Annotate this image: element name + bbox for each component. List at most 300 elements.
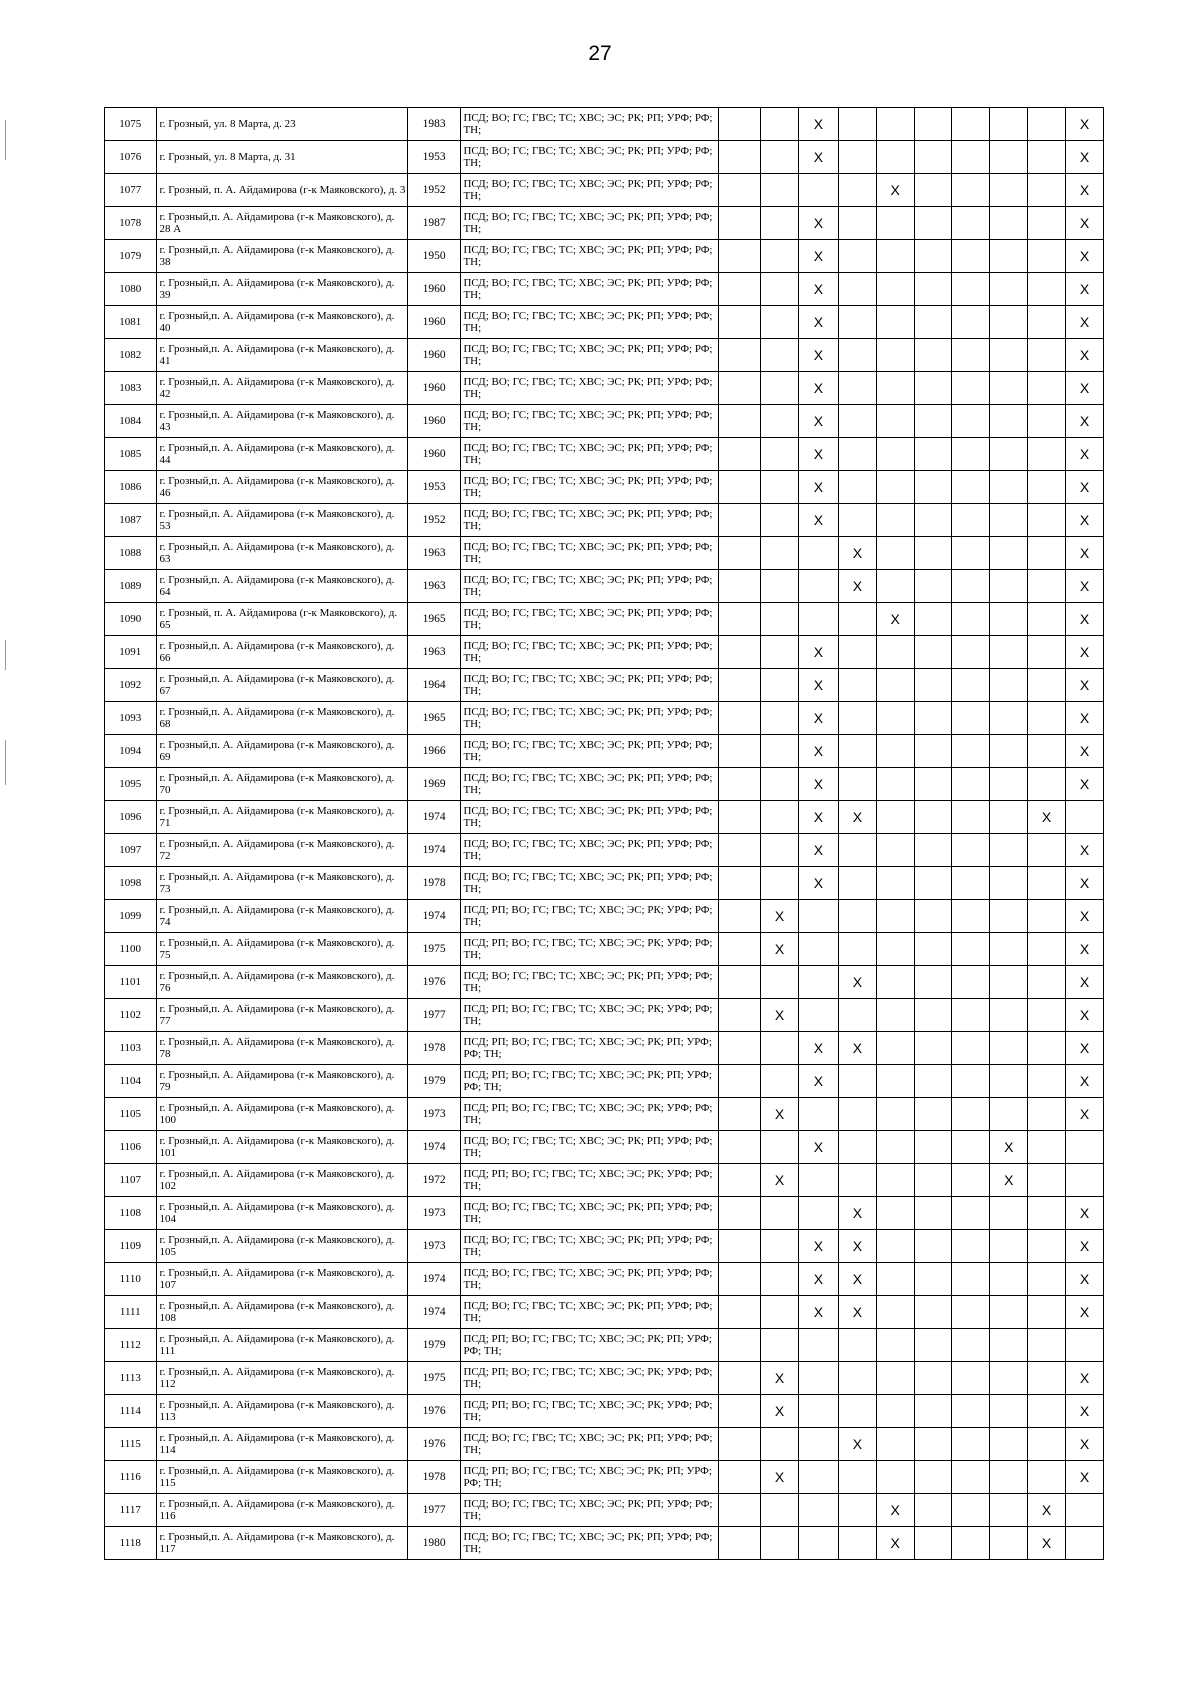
- row-mark-cell: X: [798, 834, 838, 867]
- row-mark-cell: [990, 240, 1028, 273]
- row-mark-cell: X: [1066, 669, 1104, 702]
- row-mark-cell: [876, 1395, 914, 1428]
- row-year: 1976: [407, 1428, 461, 1461]
- row-mark-cell: [990, 1296, 1028, 1329]
- row-mark-cell: [876, 108, 914, 141]
- row-mark-cell: [990, 1263, 1028, 1296]
- row-mark-cell: [719, 537, 761, 570]
- row-mark-cell: [952, 933, 990, 966]
- row-mark-cell: X: [798, 1230, 838, 1263]
- row-mark-cell: X: [1066, 768, 1104, 801]
- row-address: г. Грозный,п. А. Айдамирова (г-к Маяковского), д. 63: [156, 537, 407, 570]
- table-row: [105, 966, 1104, 999]
- row-mark-cell: [761, 1230, 799, 1263]
- table-row: [105, 834, 1104, 867]
- row-mark-cell: X: [1066, 1230, 1104, 1263]
- row-year: 1964: [407, 669, 461, 702]
- row-number: 1096: [105, 801, 157, 834]
- row-mark-cell: X: [838, 1230, 876, 1263]
- row-mark-cell: [761, 966, 799, 999]
- row-mark-cell: [1028, 1131, 1066, 1164]
- row-mark-cell: [761, 339, 799, 372]
- row-mark-cell: [952, 1263, 990, 1296]
- row-mark-cell: [719, 1065, 761, 1098]
- row-mark-cell: [952, 603, 990, 636]
- row-mark-cell: X: [798, 273, 838, 306]
- row-mark-cell: [876, 1065, 914, 1098]
- row-mark-cell: X: [838, 570, 876, 603]
- row-mark-cell: X: [876, 1527, 914, 1560]
- row-mark-cell: [719, 1131, 761, 1164]
- row-mark-cell: [798, 1395, 838, 1428]
- row-mark-cell: [761, 702, 799, 735]
- row-mark-cell: [914, 1494, 952, 1527]
- row-number: 1102: [105, 999, 157, 1032]
- row-mark-cell: [719, 735, 761, 768]
- row-mark-cell: [1028, 702, 1066, 735]
- row-address: г. Грозный,п. А. Айдамирова (г-к Маяковского), д. 70: [156, 768, 407, 801]
- row-mark-cell: [1028, 1164, 1066, 1197]
- table-row: [105, 603, 1104, 636]
- row-mark-cell: [876, 1296, 914, 1329]
- row-mark-cell: [952, 537, 990, 570]
- row-mark-cell: [1028, 900, 1066, 933]
- row-mark-cell: [838, 603, 876, 636]
- row-address: г. Грозный,п. А. Айдамирова (г-к Маяковского), д. 42: [156, 372, 407, 405]
- row-mark-cell: [914, 768, 952, 801]
- row-number: 1106: [105, 1131, 157, 1164]
- row-mark-cell: [914, 603, 952, 636]
- row-mark-cell: [990, 405, 1028, 438]
- row-mark-cell: [838, 1164, 876, 1197]
- row-mark-cell: [798, 999, 838, 1032]
- row-mark-cell: X: [761, 999, 799, 1032]
- row-mark-cell: [1028, 1230, 1066, 1263]
- row-number: 1077: [105, 174, 157, 207]
- table-row: [105, 141, 1104, 174]
- table-row: [105, 537, 1104, 570]
- table-row: [105, 1395, 1104, 1428]
- row-address: г. Грозный, п. А. Айдамирова (г-к Маяковского), д. 65: [156, 603, 407, 636]
- row-mark-cell: [952, 1098, 990, 1131]
- row-mark-cell: [798, 1461, 838, 1494]
- row-mark-cell: [914, 339, 952, 372]
- row-mark-cell: [914, 1230, 952, 1263]
- row-mark-cell: [990, 735, 1028, 768]
- row-mark-cell: [719, 1098, 761, 1131]
- row-mark-cell: [876, 669, 914, 702]
- row-year: 1973: [407, 1098, 461, 1131]
- row-mark-cell: [914, 504, 952, 537]
- row-mark-cell: [838, 1098, 876, 1131]
- row-mark-cell: [990, 339, 1028, 372]
- row-works-list: ПСД; РП; ВО; ГС; ГВС; ТС; ХВС; ЭС; РК; УРФ; РФ; ТН;: [461, 1362, 719, 1395]
- row-mark-cell: [952, 1428, 990, 1461]
- row-mark-cell: [719, 1428, 761, 1461]
- row-mark-cell: [876, 339, 914, 372]
- row-mark-cell: [761, 1032, 799, 1065]
- row-mark-cell: [914, 933, 952, 966]
- row-mark-cell: [798, 966, 838, 999]
- row-works-list: ПСД; ВО; ГС; ГВС; ТС; ХВС; ЭС; РК; РП; УРФ; РФ; ТН;: [461, 1527, 719, 1560]
- row-mark-cell: [719, 999, 761, 1032]
- row-mark-cell: [719, 1527, 761, 1560]
- row-mark-cell: [952, 1329, 990, 1362]
- row-mark-cell: [990, 603, 1028, 636]
- row-number: 1104: [105, 1065, 157, 1098]
- row-mark-cell: [990, 1494, 1028, 1527]
- row-works-list: ПСД; ВО; ГС; ГВС; ТС; ХВС; ЭС; РК; РП; УРФ; РФ; ТН;: [461, 537, 719, 570]
- row-year: 1974: [407, 834, 461, 867]
- row-works-list: ПСД; ВО; ГС; ГВС; ТС; ХВС; ЭС; РК; РП; УРФ; РФ; ТН;: [461, 372, 719, 405]
- row-mark-cell: [914, 570, 952, 603]
- row-mark-cell: X: [1066, 1263, 1104, 1296]
- row-mark-cell: [990, 504, 1028, 537]
- row-mark-cell: [761, 1494, 799, 1527]
- row-mark-cell: [876, 933, 914, 966]
- row-works-list: ПСД; ВО; ГС; ГВС; ТС; ХВС; ЭС; РК; РП; УРФ; РФ; ТН;: [461, 966, 719, 999]
- row-mark-cell: [990, 669, 1028, 702]
- row-year: 1960: [407, 438, 461, 471]
- row-mark-cell: [1028, 636, 1066, 669]
- row-mark-cell: [719, 1296, 761, 1329]
- row-mark-cell: [1066, 1164, 1104, 1197]
- row-mark-cell: [1028, 570, 1066, 603]
- row-mark-cell: [798, 1098, 838, 1131]
- row-mark-cell: [914, 273, 952, 306]
- row-mark-cell: X: [838, 1197, 876, 1230]
- row-mark-cell: [761, 471, 799, 504]
- row-mark-cell: [1028, 669, 1066, 702]
- row-mark-cell: [990, 702, 1028, 735]
- row-mark-cell: X: [838, 801, 876, 834]
- row-year: 1976: [407, 966, 461, 999]
- table-body: [105, 108, 1104, 1560]
- row-mark-cell: X: [798, 438, 838, 471]
- row-mark-cell: [1066, 1527, 1104, 1560]
- row-address: г. Грозный,п. А. Айдамирова (г-к Маяковского), д. 44: [156, 438, 407, 471]
- row-works-list: ПСД; ВО; ГС; ГВС; ТС; ХВС; ЭС; РК; РП; УРФ; РФ; ТН;: [461, 504, 719, 537]
- row-works-list: ПСД; РП; ВО; ГС; ГВС; ТС; ХВС; ЭС; РК; УРФ; РФ; ТН;: [461, 900, 719, 933]
- row-number: 1080: [105, 273, 157, 306]
- row-address: г. Грозный, п. А. Айдамирова (г-к Маяковского), д. 3: [156, 174, 407, 207]
- row-mark-cell: [761, 603, 799, 636]
- row-mark-cell: [990, 537, 1028, 570]
- row-mark-cell: [952, 999, 990, 1032]
- row-mark-cell: X: [1028, 801, 1066, 834]
- row-mark-cell: X: [1066, 603, 1104, 636]
- row-mark-cell: [838, 702, 876, 735]
- row-mark-cell: [838, 834, 876, 867]
- row-mark-cell: X: [1066, 702, 1104, 735]
- row-mark-cell: [952, 1065, 990, 1098]
- row-mark-cell: [719, 1329, 761, 1362]
- row-mark-cell: [914, 174, 952, 207]
- table-row: [105, 570, 1104, 603]
- row-mark-cell: [876, 306, 914, 339]
- row-mark-cell: X: [1066, 1197, 1104, 1230]
- row-mark-cell: [719, 405, 761, 438]
- row-mark-cell: [838, 339, 876, 372]
- row-mark-cell: X: [1066, 867, 1104, 900]
- row-address: г. Грозный,п. А. Айдамирова (г-к Маяковского), д. 105: [156, 1230, 407, 1263]
- row-mark-cell: [838, 174, 876, 207]
- row-works-list: ПСД; РП; ВО; ГС; ГВС; ТС; ХВС; ЭС; РК; РП; УРФ; РФ; ТН;: [461, 1032, 719, 1065]
- row-year: 1978: [407, 867, 461, 900]
- row-mark-cell: [1028, 108, 1066, 141]
- row-works-list: ПСД; ВО; ГС; ГВС; ТС; ХВС; ЭС; РК; РП; УРФ; РФ; ТН;: [461, 768, 719, 801]
- row-mark-cell: [990, 1428, 1028, 1461]
- row-address: г. Грозный,п. А. Айдамирова (г-к Маяковского), д. 64: [156, 570, 407, 603]
- row-mark-cell: [719, 834, 761, 867]
- row-mark-cell: X: [990, 1164, 1028, 1197]
- row-mark-cell: [719, 669, 761, 702]
- row-mark-cell: [838, 273, 876, 306]
- row-mark-cell: X: [761, 933, 799, 966]
- table-row: [105, 1428, 1104, 1461]
- row-mark-cell: X: [798, 372, 838, 405]
- row-number: 1078: [105, 207, 157, 240]
- row-mark-cell: [798, 1494, 838, 1527]
- row-mark-cell: [952, 636, 990, 669]
- table-row: [105, 1461, 1104, 1494]
- row-works-list: ПСД; ВО; ГС; ГВС; ТС; ХВС; ЭС; РК; РП; УРФ; РФ; ТН;: [461, 834, 719, 867]
- row-mark-cell: [1028, 966, 1066, 999]
- row-mark-cell: X: [761, 900, 799, 933]
- row-mark-cell: [990, 273, 1028, 306]
- row-year: 1960: [407, 339, 461, 372]
- row-address: г. Грозный,п. А. Айдамирова (г-к Маяковского), д. 79: [156, 1065, 407, 1098]
- row-mark-cell: X: [1066, 900, 1104, 933]
- row-mark-cell: [990, 207, 1028, 240]
- row-mark-cell: [990, 999, 1028, 1032]
- row-number: 1099: [105, 900, 157, 933]
- row-mark-cell: [761, 1065, 799, 1098]
- row-mark-cell: [952, 438, 990, 471]
- row-mark-cell: [876, 372, 914, 405]
- row-mark-cell: [876, 999, 914, 1032]
- row-mark-cell: X: [1066, 306, 1104, 339]
- row-mark-cell: [952, 306, 990, 339]
- row-mark-cell: [798, 1329, 838, 1362]
- row-mark-cell: [798, 603, 838, 636]
- row-mark-cell: X: [761, 1395, 799, 1428]
- row-mark-cell: X: [876, 603, 914, 636]
- row-number: 1097: [105, 834, 157, 867]
- table-row: [105, 768, 1104, 801]
- row-mark-cell: X: [1066, 438, 1104, 471]
- row-mark-cell: [876, 273, 914, 306]
- table-row: [105, 669, 1104, 702]
- row-year: 1979: [407, 1065, 461, 1098]
- row-mark-cell: [914, 1098, 952, 1131]
- row-number: 1116: [105, 1461, 157, 1494]
- row-mark-cell: X: [838, 537, 876, 570]
- row-mark-cell: [761, 438, 799, 471]
- row-mark-cell: [914, 1197, 952, 1230]
- row-year: 1978: [407, 1032, 461, 1065]
- row-mark-cell: [798, 174, 838, 207]
- row-mark-cell: X: [1066, 273, 1104, 306]
- row-year: 1977: [407, 1494, 461, 1527]
- row-works-list: ПСД; ВО; ГС; ГВС; ТС; ХВС; ЭС; РК; РП; УРФ; РФ; ТН;: [461, 570, 719, 603]
- row-works-list: ПСД; ВО; ГС; ГВС; ТС; ХВС; ЭС; РК; РП; УРФ; РФ; ТН;: [461, 306, 719, 339]
- row-mark-cell: [719, 768, 761, 801]
- row-mark-cell: [952, 1230, 990, 1263]
- row-year: 1975: [407, 1362, 461, 1395]
- row-address: г. Грозный,п. А. Айдамирова (г-к Маяковского), д. 74: [156, 900, 407, 933]
- row-number: 1089: [105, 570, 157, 603]
- row-mark-cell: [838, 933, 876, 966]
- row-mark-cell: [952, 471, 990, 504]
- row-mark-cell: X: [1066, 933, 1104, 966]
- row-number: 1075: [105, 108, 157, 141]
- row-mark-cell: X: [1066, 1296, 1104, 1329]
- row-address: г. Грозный,п. А. Айдамирова (г-к Маяковского), д. 101: [156, 1131, 407, 1164]
- row-mark-cell: [798, 900, 838, 933]
- row-mark-cell: [838, 306, 876, 339]
- row-mark-cell: [952, 834, 990, 867]
- row-mark-cell: [876, 1197, 914, 1230]
- row-address: г. Грозный,п. А. Айдамирова (г-к Маяковского), д. 46: [156, 471, 407, 504]
- row-year: 1963: [407, 537, 461, 570]
- row-mark-cell: X: [838, 1032, 876, 1065]
- row-mark-cell: [952, 108, 990, 141]
- row-mark-cell: [914, 735, 952, 768]
- row-mark-cell: [719, 603, 761, 636]
- row-mark-cell: X: [761, 1362, 799, 1395]
- table-row: [105, 1098, 1104, 1131]
- row-number: 1092: [105, 669, 157, 702]
- row-address: г. Грозный,п. А. Айдамирова (г-к Маяковского), д. 102: [156, 1164, 407, 1197]
- row-address: г. Грозный,п. А. Айдамирова (г-к Маяковского), д. 115: [156, 1461, 407, 1494]
- table-row: [105, 438, 1104, 471]
- row-mark-cell: [719, 141, 761, 174]
- row-mark-cell: [952, 768, 990, 801]
- row-mark-cell: [876, 867, 914, 900]
- row-mark-cell: [719, 702, 761, 735]
- row-mark-cell: [1028, 207, 1066, 240]
- scan-edge-mark: [5, 740, 6, 785]
- row-year: 1972: [407, 1164, 461, 1197]
- row-mark-cell: [990, 1230, 1028, 1263]
- row-address: г. Грозный,п. А. Айдамирова (г-к Маяковского), д. 108: [156, 1296, 407, 1329]
- row-mark-cell: X: [798, 306, 838, 339]
- row-year: 1987: [407, 207, 461, 240]
- row-mark-cell: [1028, 1032, 1066, 1065]
- row-mark-cell: [1028, 174, 1066, 207]
- row-mark-cell: [761, 570, 799, 603]
- row-mark-cell: [914, 966, 952, 999]
- row-mark-cell: [990, 1461, 1028, 1494]
- row-number: 1082: [105, 339, 157, 372]
- row-mark-cell: [952, 867, 990, 900]
- row-mark-cell: X: [798, 801, 838, 834]
- row-mark-cell: [876, 1329, 914, 1362]
- row-works-list: ПСД; ВО; ГС; ГВС; ТС; ХВС; ЭС; РК; РП; УРФ; РФ; ТН;: [461, 1296, 719, 1329]
- row-mark-cell: X: [798, 240, 838, 273]
- row-mark-cell: [838, 405, 876, 438]
- row-address: г. Грозный,п. А. Айдамирова (г-к Маяковского), д. 68: [156, 702, 407, 735]
- row-works-list: ПСД; РП; ВО; ГС; ГВС; ТС; ХВС; ЭС; РК; РП; УРФ; РФ; ТН;: [461, 1329, 719, 1362]
- row-mark-cell: [1028, 933, 1066, 966]
- row-mark-cell: [914, 1527, 952, 1560]
- row-mark-cell: [719, 801, 761, 834]
- row-mark-cell: [876, 207, 914, 240]
- row-mark-cell: [876, 1461, 914, 1494]
- row-mark-cell: X: [761, 1461, 799, 1494]
- row-mark-cell: [914, 1131, 952, 1164]
- row-works-list: ПСД; ВО; ГС; ГВС; ТС; ХВС; ЭС; РК; РП; УРФ; РФ; ТН;: [461, 1428, 719, 1461]
- row-mark-cell: [876, 735, 914, 768]
- row-mark-cell: [952, 1131, 990, 1164]
- row-mark-cell: [719, 438, 761, 471]
- row-number: 1110: [105, 1263, 157, 1296]
- row-mark-cell: X: [1066, 1428, 1104, 1461]
- row-works-list: ПСД; ВО; ГС; ГВС; ТС; ХВС; ЭС; РК; РП; УРФ; РФ; ТН;: [461, 108, 719, 141]
- row-address: г. Грозный,п. А. Айдамирова (г-к Маяковского), д. 77: [156, 999, 407, 1032]
- row-mark-cell: [761, 141, 799, 174]
- row-mark-cell: [914, 1362, 952, 1395]
- row-year: 1974: [407, 1296, 461, 1329]
- row-mark-cell: X: [990, 1131, 1028, 1164]
- row-mark-cell: [719, 1461, 761, 1494]
- row-mark-cell: X: [1066, 735, 1104, 768]
- row-mark-cell: [719, 1230, 761, 1263]
- row-mark-cell: [761, 504, 799, 537]
- row-mark-cell: X: [798, 504, 838, 537]
- row-number: 1079: [105, 240, 157, 273]
- row-mark-cell: [719, 1395, 761, 1428]
- row-address: г. Грозный,п. А. Айдамирова (г-к Маяковского), д. 69: [156, 735, 407, 768]
- row-mark-cell: [914, 108, 952, 141]
- row-mark-cell: [952, 702, 990, 735]
- row-mark-cell: [838, 438, 876, 471]
- row-mark-cell: [1028, 141, 1066, 174]
- row-mark-cell: [914, 240, 952, 273]
- row-address: г. Грозный,п. А. Айдамирова (г-к Маяковского), д. 75: [156, 933, 407, 966]
- row-mark-cell: [952, 900, 990, 933]
- row-mark-cell: [990, 1362, 1028, 1395]
- table-row: [105, 1263, 1104, 1296]
- row-mark-cell: [990, 1329, 1028, 1362]
- row-mark-cell: [952, 1362, 990, 1395]
- row-year: 1974: [407, 1131, 461, 1164]
- row-number: 1093: [105, 702, 157, 735]
- row-works-list: ПСД; РП; ВО; ГС; ГВС; ТС; ХВС; ЭС; РК; УРФ; РФ; ТН;: [461, 1098, 719, 1131]
- row-mark-cell: [990, 108, 1028, 141]
- row-address: г. Грозный,п. А. Айдамирова (г-к Маяковского), д. 78: [156, 1032, 407, 1065]
- row-works-list: ПСД; ВО; ГС; ГВС; ТС; ХВС; ЭС; РК; РП; УРФ; РФ; ТН;: [461, 174, 719, 207]
- row-works-list: ПСД; ВО; ГС; ГВС; ТС; ХВС; ЭС; РК; РП; УРФ; РФ; ТН;: [461, 240, 719, 273]
- row-number: 1103: [105, 1032, 157, 1065]
- row-mark-cell: [838, 768, 876, 801]
- row-mark-cell: [876, 405, 914, 438]
- row-mark-cell: [761, 1263, 799, 1296]
- row-mark-cell: [876, 1230, 914, 1263]
- row-mark-cell: [761, 867, 799, 900]
- row-mark-cell: [876, 240, 914, 273]
- row-mark-cell: X: [838, 1428, 876, 1461]
- table-row: [105, 1230, 1104, 1263]
- row-mark-cell: [838, 1494, 876, 1527]
- row-works-list: ПСД; ВО; ГС; ГВС; ТС; ХВС; ЭС; РК; РП; УРФ; РФ; ТН;: [461, 438, 719, 471]
- row-mark-cell: [914, 1164, 952, 1197]
- row-year: 1974: [407, 801, 461, 834]
- row-mark-cell: [798, 1527, 838, 1560]
- row-mark-cell: [838, 999, 876, 1032]
- row-mark-cell: [761, 1329, 799, 1362]
